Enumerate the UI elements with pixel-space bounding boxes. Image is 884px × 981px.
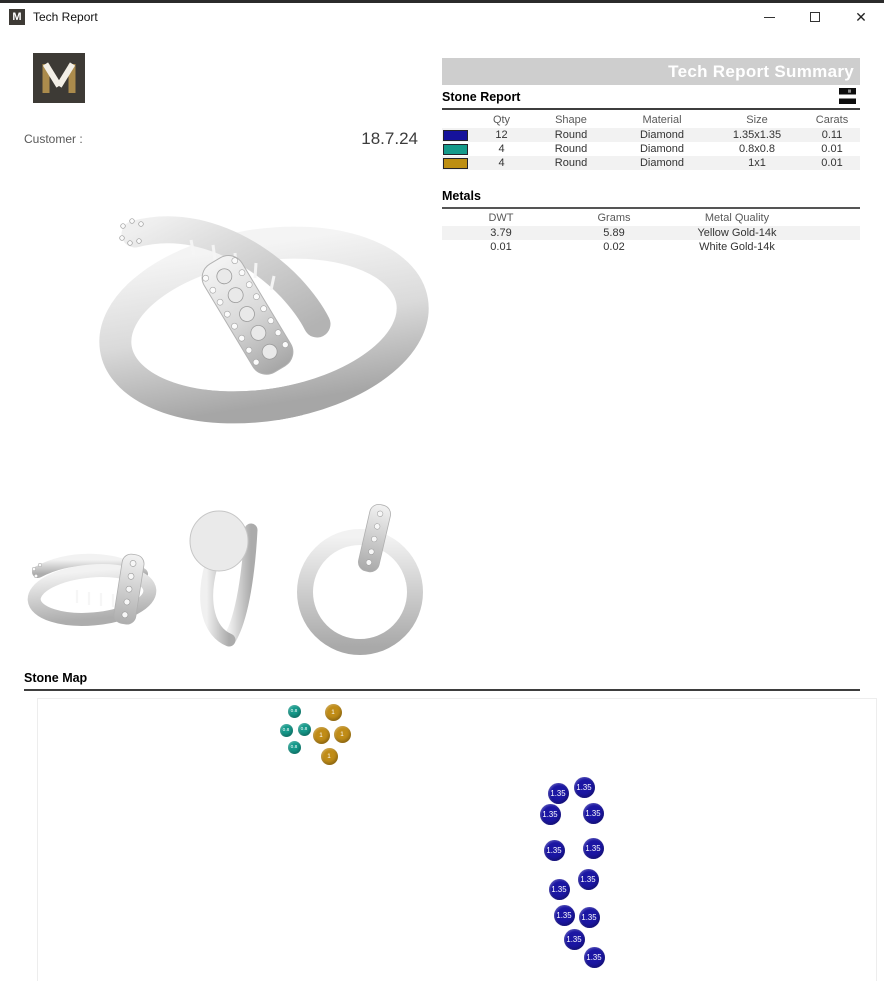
stone-report-table xyxy=(442,112,860,170)
metals-divider xyxy=(442,207,860,209)
stone-marker-1.35: 1.35 xyxy=(548,783,569,804)
stone-marker-1: 1 xyxy=(325,704,342,721)
stone-marker-1.35: 1.35 xyxy=(583,838,604,859)
stone-report-title: Stone Report xyxy=(442,90,521,104)
close-icon: ✕ xyxy=(855,9,867,25)
stone-marker-1: 1 xyxy=(321,748,338,765)
metal-grams: 0.02 xyxy=(603,241,625,253)
stone-material: Diamond xyxy=(639,129,685,141)
metal-quality: Yellow Gold-14k xyxy=(697,227,777,239)
stone-carats: 0.11 xyxy=(821,129,843,141)
col-carats: Carats xyxy=(815,114,849,126)
stone-map-divider xyxy=(24,689,860,691)
col-grams: Grams xyxy=(597,212,631,224)
metals-title: Metals xyxy=(442,189,481,203)
metals-table xyxy=(442,210,860,254)
stone-carats: 0.01 xyxy=(821,157,843,169)
stone-marker-1: 1 xyxy=(313,727,330,744)
stone-carats: 0.01 xyxy=(821,143,843,155)
col-swatch xyxy=(442,112,475,128)
metal-spacer xyxy=(806,240,860,254)
metals-header-row xyxy=(442,210,860,226)
stone-marker-1.35: 1.35 xyxy=(549,879,570,900)
stone-color-swatch xyxy=(443,130,468,141)
metal-spacer xyxy=(806,226,860,240)
metal-dwt: 0.01 xyxy=(490,241,512,253)
col-dwt: DWT xyxy=(488,212,514,224)
stone-marker-1.35: 1.35 xyxy=(579,907,600,928)
stone-shape: Round xyxy=(554,143,588,155)
metals-row xyxy=(442,240,860,254)
col-quality: Metal Quality xyxy=(704,212,770,224)
save-button[interactable] xyxy=(838,87,857,105)
stone-marker-0.8: 0.8 xyxy=(288,741,301,754)
stone-marker-1.35: 1.35 xyxy=(540,804,561,825)
stone-color-swatch xyxy=(443,144,468,155)
stone-qty: 4 xyxy=(498,157,505,169)
stone-report-body xyxy=(442,128,860,170)
stone-material: Diamond xyxy=(639,157,685,169)
minimize-button[interactable] xyxy=(746,3,792,31)
stone-marker-0.8: 0.8 xyxy=(288,705,301,718)
stone-color-swatch xyxy=(442,142,475,156)
stone-marker-0.8: 0.8 xyxy=(298,723,311,736)
stone-marker-1.35: 1.35 xyxy=(564,929,585,950)
stone-color-swatch xyxy=(443,158,468,169)
report-date: 18.7.24 xyxy=(361,129,418,148)
stone-shape: Round xyxy=(554,157,588,169)
stone-report-row xyxy=(442,156,860,170)
company-logo xyxy=(33,53,85,108)
col-qty: Qty xyxy=(492,114,511,126)
col-spacer xyxy=(806,210,860,226)
window-controls xyxy=(746,3,884,31)
metals-row xyxy=(442,226,860,240)
ring-view-top xyxy=(22,532,172,637)
stone-size: 1x1 xyxy=(748,157,766,169)
customer-label: Customer : xyxy=(24,132,83,146)
close-button[interactable] xyxy=(838,3,884,31)
metal-dwt: 3.79 xyxy=(490,227,512,239)
stone-marker-1.35: 1.35 xyxy=(578,869,599,890)
metal-quality: White Gold-14k xyxy=(699,241,775,253)
stone-marker-1.35: 1.35 xyxy=(544,840,565,861)
stone-material: Diamond xyxy=(639,143,685,155)
stone-report-row xyxy=(442,128,860,142)
stone-report-header-row xyxy=(442,112,860,128)
stone-marker-1.35: 1.35 xyxy=(584,947,605,968)
stone-color-swatch xyxy=(442,128,475,142)
minimize-icon xyxy=(764,17,775,18)
metals-body xyxy=(442,226,860,254)
metal-grams: 5.89 xyxy=(603,227,625,239)
stone-qty: 4 xyxy=(498,143,505,155)
stone-size: 0.8x0.8 xyxy=(738,143,776,155)
stone-report-divider xyxy=(442,108,860,110)
ring-view-side xyxy=(183,508,273,655)
stone-report-row xyxy=(442,142,860,156)
stone-marker-1.35: 1.35 xyxy=(554,905,575,926)
stone-marker-1.35: 1.35 xyxy=(574,777,595,798)
ring-render-main xyxy=(95,190,435,435)
col-size: Size xyxy=(746,114,768,126)
stone-shape: Round xyxy=(554,129,588,141)
save-icon xyxy=(838,87,857,105)
col-material: Material xyxy=(642,114,682,126)
stone-map-title: Stone Map xyxy=(24,671,88,685)
app-logo-icon: M xyxy=(9,9,25,25)
stone-marker-1: 1 xyxy=(334,726,351,743)
window-title: Tech Report xyxy=(33,10,98,24)
ring-view-front xyxy=(288,500,436,663)
summary-banner: Tech Report Summary xyxy=(442,58,860,85)
stone-marker-0.8: 0.8 xyxy=(280,724,293,737)
col-shape: Shape xyxy=(555,114,587,126)
maximize-button[interactable] xyxy=(792,3,838,31)
stone-qty: 12 xyxy=(495,129,508,141)
stone-map-panel xyxy=(37,698,877,981)
matrixgold-logo-icon xyxy=(33,53,85,103)
stone-color-swatch xyxy=(442,156,475,170)
maximize-icon xyxy=(810,12,820,22)
stone-size: 1.35x1.35 xyxy=(732,129,782,141)
stone-marker-1.35: 1.35 xyxy=(583,803,604,824)
